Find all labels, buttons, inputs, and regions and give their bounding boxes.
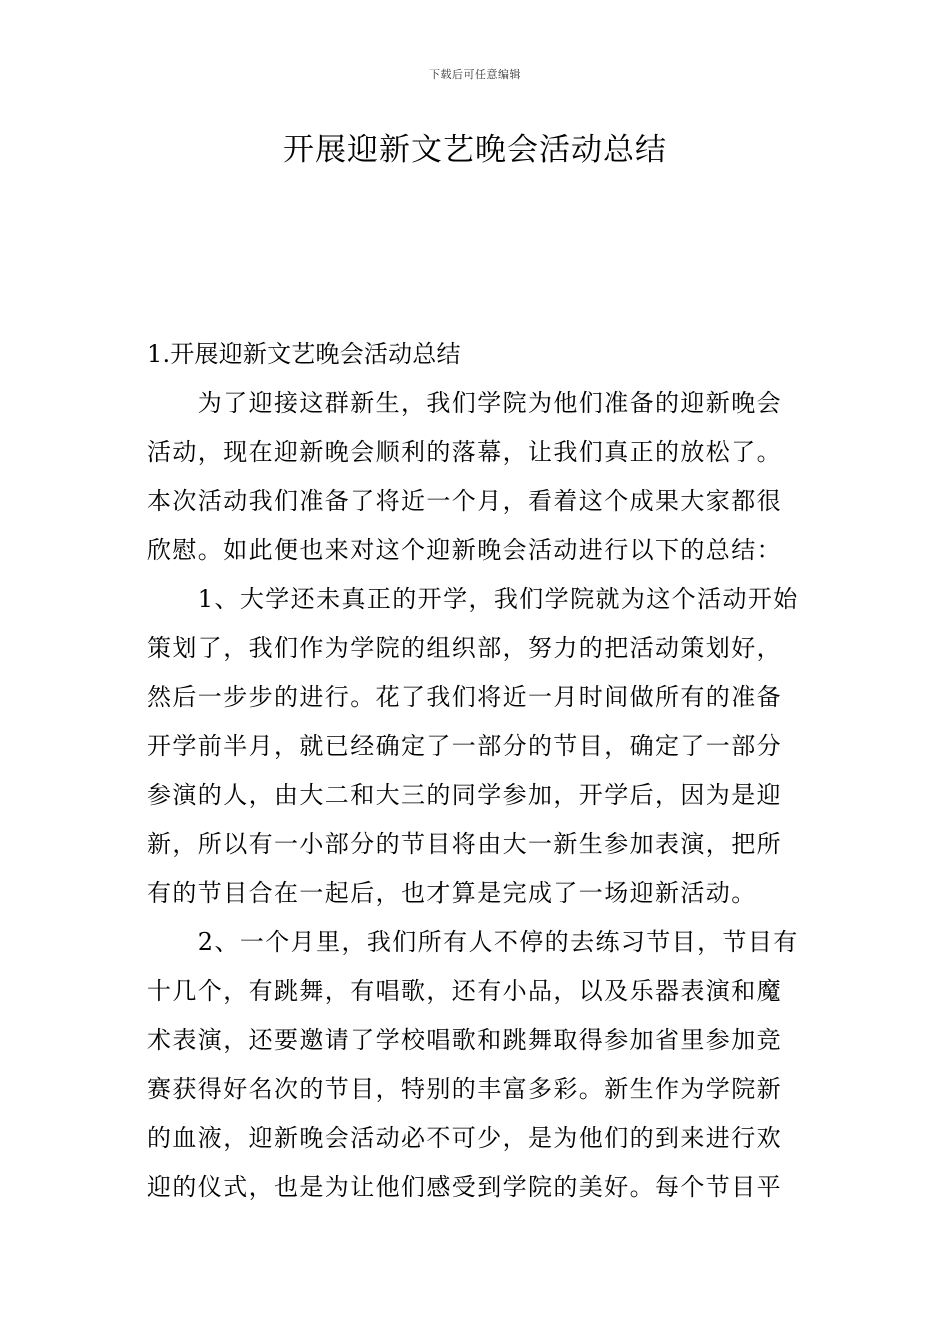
paragraph-line: 活动，现在迎新晚会顺利的落幕，让我们真正的放松了。 <box>147 438 782 466</box>
document-title: 开展迎新文艺晚会活动总结 <box>283 132 667 168</box>
paragraph-line: 为了迎接这群新生，我们学院为他们准备的迎新晚会 <box>147 389 782 417</box>
paragraph-line: 的血液，迎新晚会活动必不可少，是为他们的到来进行欢 <box>147 1124 782 1152</box>
paragraph-line: 然后一步步的进行。花了我们将近一月时间做所有的准备 <box>147 683 782 711</box>
paragraph-line: 参演的人，由大二和大三的同学参加，开学后，因为是迎 <box>147 781 782 809</box>
paragraph-line: 欣慰。如此便也来对这个迎新晚会活动进行以下的总结： <box>147 536 782 564</box>
paragraph-line: 十几个，有跳舞，有唱歌，还有小品，以及乐器表演和魔 <box>147 977 782 1005</box>
paragraph-line: 2、一个月里，我们所有人不停的去练习节目，节目有 <box>147 928 799 956</box>
document-body <box>147 330 807 1212</box>
paragraph-line: 新，所以有一小部分的节目将由大一新生参加表演，把所 <box>147 830 782 858</box>
paragraph-line: 术表演，还要邀请了学校唱歌和跳舞取得参加省里参加竞 <box>147 1026 782 1054</box>
paragraph-line: 有的节目合在一起后，也才算是完成了一场迎新活动。 <box>147 879 757 907</box>
paragraph-line: 策划了，我们作为学院的组织部，努力的把活动策划好， <box>147 634 782 662</box>
paragraph-line: 本次活动我们准备了将近一个月，看着这个成果大家都很 <box>147 487 782 515</box>
paragraph-line: 迎的仪式，也是为让他们感受到学院的美好。每个节目平 <box>147 1173 782 1201</box>
section-heading: 1.开展迎新文艺晚会活动总结 <box>147 340 461 368</box>
paragraph-line: 赛获得好名次的节目，特别的丰富多彩。新生作为学院新 <box>147 1075 782 1103</box>
paragraph-line: 开学前半月，就已经确定了一部分的节目，确定了一部分 <box>147 732 782 760</box>
header-note: 下载后可任意编辑 <box>429 68 521 81</box>
paragraph-line: 1、大学还未真正的开学，我们学院就为这个活动开始 <box>147 585 799 613</box>
